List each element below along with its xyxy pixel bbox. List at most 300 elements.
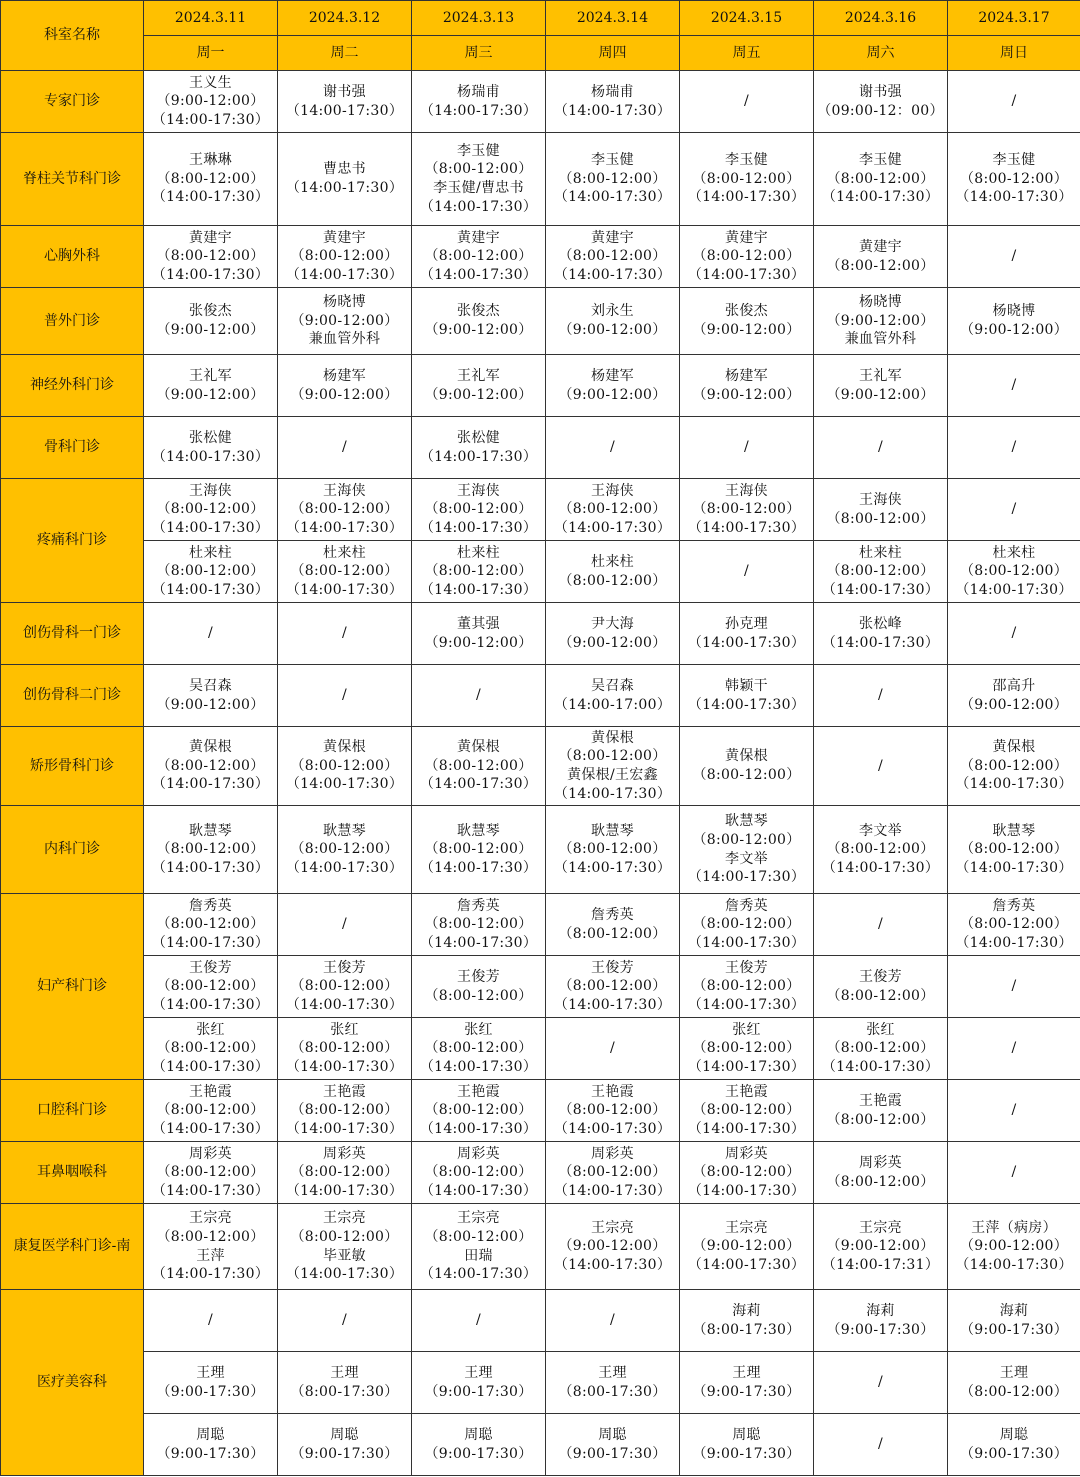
schedule-line: （14:00-17:30） (151, 996, 270, 1013)
schedule-line: （8:00-12:00） (424, 757, 533, 774)
schedule-row (1, 1204, 1080, 1290)
doctor-name: 耿慧琴 (189, 822, 232, 839)
schedule-cell (412, 894, 546, 956)
doctor-name: / (1011, 248, 1017, 265)
doctor-name: 周彩英 (323, 1145, 366, 1162)
schedule-line: 兼血管外科 (844, 331, 917, 348)
weekday-header: 周三 (412, 36, 546, 71)
schedule-cell (546, 1204, 680, 1290)
doctor-name: 耿慧琴 (457, 822, 500, 839)
schedule-line: （09:00-12：00） (817, 102, 944, 119)
schedule-line: （14:00-17:30） (285, 776, 404, 793)
schedule-line: （14:00-17:30） (821, 859, 940, 876)
schedule-line: （14:00-17:30） (151, 266, 270, 283)
schedule-line: （8:00-12:00） (156, 1102, 265, 1119)
doctor-name: 耿慧琴 (323, 822, 366, 839)
schedule-cell (680, 71, 814, 133)
doctor-name: 周彩英 (725, 1145, 768, 1162)
schedule-cell (412, 1414, 546, 1476)
schedule-line: （8:00-12:00） (156, 1164, 265, 1181)
schedule-row (1, 603, 1080, 665)
schedule-line: （9:00-12:00） (156, 386, 265, 403)
doctor-name: 海莉 (732, 1302, 761, 1319)
schedule-line: （8:00-12:00） (692, 767, 801, 783)
schedule-cell (144, 1290, 278, 1352)
department-name: 妇产科门诊 (1, 894, 144, 1080)
schedule-cell (144, 894, 278, 956)
schedule-line: 黄保根/王宏鑫 (567, 767, 658, 783)
schedule-line: （8:00-12:00） (826, 841, 935, 858)
schedule-cell (680, 806, 814, 894)
schedule-cell (278, 133, 412, 226)
schedule-line: （14:00-17:30） (687, 996, 806, 1013)
doctor-name: 王宗亮 (859, 1219, 902, 1236)
doctor-name: 王海侠 (189, 482, 232, 499)
weekday-header: 周日 (948, 36, 1080, 71)
schedule-row (1, 956, 1080, 1018)
schedule-line: （9:00-17:30） (156, 1445, 265, 1462)
schedule-cell (278, 355, 412, 417)
schedule-line: （14:00-17:30） (285, 266, 404, 283)
schedule-line: （8:00-12:00） (959, 841, 1069, 858)
schedule-line: （8:00-12:00） (156, 916, 265, 933)
schedule-line: （8:00-12:00） (558, 925, 667, 942)
schedule-line: （8:00-12:00） (424, 161, 533, 178)
schedule-cell (814, 133, 948, 226)
schedule-line: （14:00-17:30） (151, 1266, 270, 1283)
doctor-name: / (1011, 501, 1017, 518)
schedule-line: （8:00-12:00） (826, 510, 935, 527)
schedule-cell (278, 1290, 412, 1352)
schedule-cell (546, 541, 680, 603)
schedule-cell (680, 1290, 814, 1352)
schedule-cell (814, 71, 948, 133)
schedule-line: （8:00-12:00） (826, 170, 935, 187)
schedule-cell (278, 956, 412, 1018)
doctor-name: 耿慧琴 (725, 813, 768, 830)
doctor-name: 黄建宇 (591, 229, 634, 246)
date-header: 2024.3.16 (814, 1, 948, 36)
doctor-name: 王宗亮 (323, 1210, 366, 1227)
doctor-name: 张松健 (189, 429, 232, 446)
schedule-cell (278, 479, 412, 541)
schedule-line: （14:00-17:30） (419, 102, 538, 119)
department-name: 普外门诊 (1, 288, 144, 355)
schedule-line: （9:00-17:30） (692, 1445, 801, 1462)
schedule-cell (948, 1414, 1080, 1476)
schedule-line: （8:00-12:00） (290, 757, 399, 774)
schedule-line: （9:00-12:00） (692, 386, 801, 403)
doctor-name: 周彩英 (859, 1154, 902, 1171)
schedule-cell (948, 288, 1080, 355)
doctor-name: 李玉健 (725, 152, 768, 169)
schedule-cell (680, 603, 814, 665)
department-name: 创伤骨科一门诊 (1, 603, 144, 665)
schedule-line: （14:00-17:30） (419, 581, 538, 598)
schedule-cell (278, 1080, 412, 1142)
doctor-name: 李玉健 (992, 152, 1036, 169)
doctor-name: 王艳霞 (725, 1083, 768, 1100)
schedule-cell (278, 1018, 412, 1080)
schedule-line: （14:00-17:30） (955, 934, 1073, 951)
department-name: 疼痛科门诊 (1, 479, 144, 603)
schedule-line: （8:00-12:00） (692, 831, 801, 848)
schedule-row (1, 1018, 1080, 1080)
schedule-row (1, 1080, 1080, 1142)
schedule-line: （8:00-12:00） (959, 757, 1069, 774)
schedule-cell (412, 1080, 546, 1142)
schedule-line: （14:00-17:30） (687, 266, 806, 283)
doctor-name: / (207, 625, 214, 642)
schedule-line: （14:00-17:30） (285, 1266, 404, 1283)
doctor-name: 王艳霞 (323, 1083, 366, 1100)
department-name: 矫形骨科门诊 (1, 727, 144, 806)
schedule-cell (412, 727, 546, 806)
schedule-cell (814, 226, 948, 288)
doctor-name: 周聪 (732, 1426, 761, 1443)
schedule-cell (144, 355, 278, 417)
schedule-cell (680, 1204, 814, 1290)
schedule-cell (144, 71, 278, 133)
doctor-name: 海莉 (999, 1302, 1029, 1319)
schedule-line: （8:00-12:00） (424, 501, 533, 518)
dept-column-header: 科室名称 (1, 1, 144, 71)
schedule-row (1, 226, 1080, 288)
schedule-line: （8:00-12:00） (826, 1173, 935, 1190)
schedule-cell (814, 894, 948, 956)
schedule-line: 王萍 (196, 1247, 225, 1264)
doctor-name: 王俊芳 (189, 959, 232, 976)
doctor-name: / (609, 439, 616, 456)
schedule-line: （9:00-12:00） (156, 696, 265, 713)
doctor-name: 杨建军 (323, 367, 366, 384)
doctor-name: / (743, 93, 750, 110)
doctor-name: 王礼军 (457, 367, 500, 384)
schedule-line: （9:00-12:00） (156, 322, 265, 338)
schedule-row (1, 806, 1080, 894)
schedule-line: （14:00-17:30） (553, 785, 672, 802)
schedule-line: （14:00-17:30） (419, 1182, 538, 1199)
schedule-cell (278, 1414, 412, 1476)
schedule-cell (814, 417, 948, 479)
doctor-name: 杨晓博 (323, 294, 366, 311)
schedule-cell (278, 806, 412, 894)
schedule-row (1, 133, 1080, 226)
doctor-name: 詹秀英 (725, 897, 768, 914)
schedule-cell (814, 288, 948, 355)
doctor-name: 王艳霞 (457, 1083, 500, 1100)
schedule-cell (680, 479, 814, 541)
doctor-name: 詹秀英 (992, 897, 1036, 914)
department-name: 内科门诊 (1, 806, 144, 894)
schedule-cell (546, 133, 680, 226)
doctor-name: 黄建宇 (323, 229, 366, 246)
weekday-header: 周六 (814, 36, 948, 71)
schedule-line: （8:00-12:00） (156, 757, 265, 774)
schedule-line: （8:00-12:00） (692, 170, 801, 187)
schedule-cell (814, 1018, 948, 1080)
doctor-name: / (341, 439, 348, 456)
schedule-cell (546, 727, 680, 806)
schedule-line: （8:00-12:00） (156, 1040, 265, 1057)
schedule-cell (546, 1018, 680, 1080)
date-header: 2024.3.13 (412, 1, 546, 36)
schedule-line: （14:00-17:30） (553, 859, 672, 876)
schedule-cell (814, 1204, 948, 1290)
schedule-cell (814, 1142, 948, 1204)
schedule-line: （14:00-17:30） (687, 1120, 806, 1137)
doctor-name: 谢书强 (323, 83, 366, 100)
schedule-line: （9:00-12:00） (558, 386, 667, 403)
schedule-line: （14:00-17:30） (419, 934, 538, 951)
schedule-cell (680, 355, 814, 417)
schedule-cell (144, 1142, 278, 1204)
schedule-cell (144, 133, 278, 226)
schedule-line: （14:00-17:30） (955, 1256, 1073, 1273)
doctor-name: 詹秀英 (591, 906, 634, 923)
schedule-cell (546, 1142, 680, 1204)
schedule-row (1, 1142, 1080, 1204)
schedule-line: （8:00-12:00） (692, 978, 801, 995)
schedule-line: （9:00-12:00） (692, 322, 801, 338)
schedule-line: （8:00-12:00） (692, 1102, 801, 1119)
schedule-line: （8:00-12:00） (156, 841, 265, 858)
schedule-cell (412, 1018, 546, 1080)
schedule-cell (278, 71, 412, 133)
doctor-name: 王礼军 (859, 367, 902, 384)
schedule-line: （9:00-17:30） (692, 1383, 801, 1400)
schedule-cell (412, 1290, 546, 1352)
schedule-line: （14:00-17:30） (419, 1058, 538, 1075)
schedule-cell (948, 226, 1080, 288)
schedule-line: （8:00-12:00） (290, 248, 399, 265)
schedule-line: （8:00-12:00） (424, 1040, 533, 1057)
schedule-cell (144, 541, 278, 603)
doctor-name: 黄保根 (457, 739, 500, 756)
doctor-name: 周聪 (196, 1426, 225, 1443)
schedule-line: （8:00-12:00） (959, 1383, 1069, 1400)
schedule-row (1, 355, 1080, 417)
schedule-cell (546, 1352, 680, 1414)
schedule-line: （14:00-17:30） (553, 996, 672, 1013)
doctor-name: 黄建宇 (457, 229, 500, 246)
schedule-line: （8:00-12:00） (558, 1102, 667, 1119)
date-header: 2024.3.11 (144, 1, 278, 36)
schedule-cell (814, 665, 948, 727)
schedule-line: （9:00-12:00） (290, 312, 399, 329)
doctor-name: 杨瑞甫 (591, 83, 634, 100)
schedule-line: （9:00-17:30） (959, 1445, 1069, 1462)
schedule-row (1, 541, 1080, 603)
schedule-cell (144, 288, 278, 355)
doctor-name: 张俊杰 (457, 303, 500, 320)
schedule-line: （8:00-12:00） (156, 563, 265, 580)
schedule-cell (948, 1290, 1080, 1352)
schedule-line: （14:00-17:30） (285, 102, 404, 119)
schedule-line: （8:00-12:00） (290, 978, 399, 995)
schedule-line: （9:00-12:00） (692, 1238, 801, 1255)
schedule-line: （14:00-17:30） (151, 519, 270, 536)
doctor-name: 曹忠书 (323, 161, 366, 178)
doctor-name: 周彩英 (189, 1145, 232, 1162)
schedule-line: 李文举 (725, 850, 768, 867)
schedule-line: （8:00-12:00） (692, 501, 801, 518)
department-name: 神经外科门诊 (1, 355, 144, 417)
schedule-cell (144, 479, 278, 541)
schedule-line: （14:00-17:30） (151, 189, 270, 206)
doctor-name: 周聪 (330, 1426, 359, 1443)
doctor-name: 邵高升 (992, 677, 1036, 694)
schedule-line: （8:00-12:00） (156, 170, 265, 187)
department-name: 耳鼻咽喉科 (1, 1142, 144, 1204)
doctor-name: 王琳琳 (189, 152, 232, 169)
schedule-line: （14:00-17:30） (151, 776, 270, 793)
doctor-name: 孙克理 (725, 615, 768, 632)
schedule-line: （14:00-17:30） (553, 1256, 672, 1273)
schedule-line: （14:00-17:30） (151, 581, 270, 598)
doctor-name: 王宗亮 (725, 1219, 768, 1236)
schedule-line: 兼血管外科 (308, 331, 381, 348)
doctor-name: / (1011, 1164, 1017, 1181)
doctor-name: 李玉健 (859, 152, 902, 169)
doctor-name: 杨建军 (725, 367, 768, 384)
schedule-line: （8:00-17:30） (692, 1321, 801, 1338)
schedule-cell (144, 1080, 278, 1142)
schedule-line: （14:00-17:30） (821, 634, 940, 651)
schedule-cell (278, 1204, 412, 1290)
weekday-header: 周五 (680, 36, 814, 71)
schedule-line: （8:00-12:00） (424, 248, 533, 265)
department-name: 创伤骨科二门诊 (1, 665, 144, 727)
schedule-line: （8:00-12:00） (826, 1040, 935, 1057)
schedule-line: （14:00-17:30） (151, 448, 270, 465)
schedule-line: （8:00-17:30） (558, 1383, 667, 1400)
doctor-name: 王宗亮 (591, 1219, 634, 1236)
schedule-cell (278, 665, 412, 727)
doctor-name: / (877, 916, 884, 933)
schedule-cell (680, 1018, 814, 1080)
doctor-name: 张红 (866, 1021, 895, 1038)
schedule-line: （9:00-12:00） (424, 322, 533, 338)
header-weekday-row (1, 36, 1080, 71)
schedule-line: （14:00-17:30） (821, 189, 940, 206)
schedule-line: （14:00-17:30） (285, 180, 404, 196)
schedule-cell (278, 417, 412, 479)
schedule-cell (144, 956, 278, 1018)
schedule-line: （8:00-12:00） (424, 1228, 533, 1245)
doctor-name: 王海侠 (591, 482, 634, 499)
doctor-name: / (877, 1436, 884, 1453)
schedule-line: （14:00-17:30） (419, 1266, 538, 1283)
doctor-name: / (1011, 978, 1017, 995)
schedule-cell (814, 541, 948, 603)
schedule-cell (412, 417, 546, 479)
schedule-cell (546, 1414, 680, 1476)
doctor-name: 王礼军 (189, 367, 232, 384)
schedule-line: （9:00-12:00） (156, 93, 265, 110)
schedule-cell (144, 417, 278, 479)
schedule-line: （14:00-17:30） (687, 1256, 806, 1273)
doctor-name: / (877, 1374, 884, 1391)
doctor-name: 杨晓博 (992, 303, 1036, 320)
schedule-line: （9:00-12:00） (290, 386, 399, 403)
doctor-name: 张红 (196, 1021, 225, 1038)
schedule-line: （14:00-17:30） (285, 581, 404, 598)
schedule-cell (546, 956, 680, 1018)
schedule-line: 李玉健/曹忠书 (433, 180, 524, 196)
doctor-name: 李玉健 (457, 142, 500, 159)
doctor-name: 王俊芳 (725, 959, 768, 976)
department-name: 医疗美容科 (1, 1290, 144, 1476)
schedule-cell (546, 288, 680, 355)
schedule-cell (680, 541, 814, 603)
schedule-line: （8:00-12:00） (959, 563, 1069, 580)
schedule-line: （14:00-17:30） (687, 934, 806, 951)
doctor-name: 周彩英 (457, 1145, 500, 1162)
schedule-cell (412, 665, 546, 727)
doctor-name: 周聪 (598, 1426, 627, 1443)
schedule-line: （8:00-12:00） (558, 748, 667, 765)
schedule-cell (680, 727, 814, 806)
schedule-cell (412, 133, 546, 226)
schedule-cell (814, 1080, 948, 1142)
schedule-line: （14:00-17:30） (687, 1058, 806, 1075)
department-name: 康复医学科门诊-南 (1, 1204, 144, 1290)
doctor-name: 韩颖干 (725, 677, 768, 694)
schedule-line: （14:00-17:30） (285, 519, 404, 536)
doctor-name: 张俊杰 (725, 303, 768, 320)
doctor-name: 詹秀英 (189, 897, 232, 914)
schedule-line: （14:00-17:30） (151, 1058, 270, 1075)
doctor-name: / (877, 439, 884, 456)
schedule-cell (278, 894, 412, 956)
schedule-cell (144, 1018, 278, 1080)
schedule-line: （9:00-12:00） (959, 1238, 1069, 1255)
schedule-cell (144, 603, 278, 665)
schedule-row (1, 479, 1080, 541)
doctor-name: 王俊芳 (323, 959, 366, 976)
schedule-cell (546, 894, 680, 956)
doctor-name: / (609, 1312, 616, 1329)
schedule-cell (412, 603, 546, 665)
schedule-line: （9:00-17:30） (290, 1445, 399, 1462)
schedule-line: （14:00-17:30） (151, 1120, 270, 1137)
schedule-cell (948, 665, 1080, 727)
schedule-cell (144, 727, 278, 806)
schedule-line: （9:00-12:00） (959, 322, 1069, 338)
schedule-cell (144, 665, 278, 727)
schedule-line: （14:00-17:30） (151, 859, 270, 876)
doctor-name: 周聪 (999, 1426, 1029, 1443)
schedule-line: （14:00-17:30） (419, 776, 538, 793)
doctor-name: 王理 (464, 1364, 493, 1381)
doctor-name: 黄保根 (725, 748, 768, 765)
doctor-name: 黄保根 (323, 739, 366, 756)
doctor-name: 张红 (330, 1021, 359, 1038)
doctor-name: 王俊芳 (859, 968, 902, 985)
schedule-cell (546, 1080, 680, 1142)
doctor-name: / (1011, 377, 1017, 394)
schedule-line: （14:00-17:30） (419, 519, 538, 536)
schedule-cell (278, 1352, 412, 1414)
schedule-line: （14:00-17:30） (419, 266, 538, 283)
doctor-name: 杜来柱 (457, 544, 500, 561)
schedule-cell (948, 806, 1080, 894)
weekday-header: 周二 (278, 36, 412, 71)
schedule-cell (278, 288, 412, 355)
department-name: 骨科门诊 (1, 417, 144, 479)
schedule-cell (412, 288, 546, 355)
